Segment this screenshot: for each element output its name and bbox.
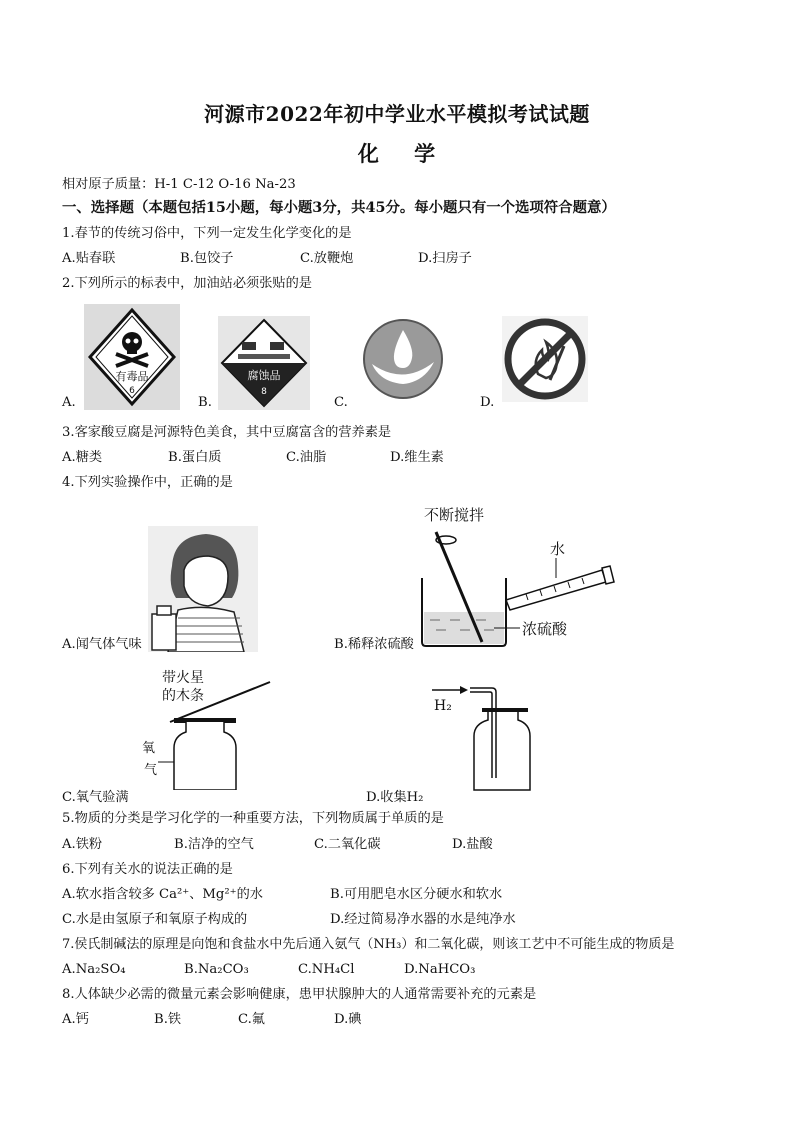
question-8-stem: 8.人体缺少必需的微量元素会影响健康，患甲状腺肿大的人通常需要补充的元素是 (62, 987, 537, 1002)
q5-option-d: D.盐酸 (452, 837, 493, 852)
q2-option-b: B. (198, 395, 212, 410)
q2-option-a: A. (62, 395, 76, 410)
q3-option-a: A.糖类 (62, 450, 103, 465)
q6-option-d: D.经过简易净水器的水是纯净水 (330, 912, 516, 927)
question-4-stem: 4.下列实验操作中，正确的是 (62, 475, 233, 490)
h2-label: H₂ (434, 698, 452, 714)
q4-option-b: B.稀释浓硫酸 (334, 637, 414, 652)
question-1-stem: 1.春节的传统习俗中，下列一定发生化学变化的是 (62, 226, 352, 241)
toxic-sign-text: 有毒品 (115, 370, 149, 383)
q1-option-b: B.包饺子 (180, 251, 234, 266)
q8-option-c: C.氟 (238, 1012, 265, 1027)
q1-option-c: C.放鞭炮 (300, 251, 354, 266)
dilute-acid-figure (416, 502, 616, 648)
corrosive-sign-text: 腐蚀品 (247, 369, 281, 382)
collect-h2-figure (426, 680, 536, 792)
subject-title: 化 学 (357, 141, 437, 166)
smell-gas-figure (148, 526, 258, 652)
q4-option-c: C.氧气验满 (62, 790, 129, 805)
water-sign-figure (362, 318, 444, 400)
corrosive-sign-figure (218, 316, 310, 410)
q1-option-a: A.贴春联 (62, 251, 116, 266)
q4-option-d: D.收集H₂ (366, 790, 424, 805)
question-3-stem: 3.客家酸豆腐是河源特色美食，其中豆腐富含的营养素是 (62, 425, 392, 440)
q7-option-b: B.Na₂CO₃ (184, 962, 249, 977)
q1-option-d: D.扫房子 (418, 251, 472, 266)
water-label: 水 (550, 540, 566, 558)
q8-option-a: A.钙 (62, 1012, 89, 1027)
acid-label: 浓硫酸 (522, 620, 568, 638)
atomic-mass-line: 相对原子质量：H-1 C-12 O-16 Na-23 (62, 177, 296, 192)
q2-option-c: C. (334, 395, 348, 410)
q5-option-a: A.铁粉 (62, 837, 103, 852)
toxic-sign-number: 6 (129, 386, 135, 396)
page-title: 河源市2022年初中学业水平模拟考试试题 (204, 102, 590, 126)
q7-option-c: C.NH₄Cl (298, 962, 355, 977)
q3-option-c: C.油脂 (286, 450, 327, 465)
question-2-stem: 2.下列所示的标表中，加油站必须张贴的是 (62, 276, 312, 291)
q6-option-b: B.可用肥皂水区分硬水和软水 (330, 887, 503, 902)
toxic-sign-figure (84, 304, 180, 410)
no-fire-sign-figure (502, 316, 588, 402)
oxygen-test-figure (134, 664, 274, 790)
gas-label-1: 氧 (142, 741, 156, 756)
question-7-stem: 7.侯氏制碱法的原理是向饱和食盐水中先后通入氨气（NH₃）和二氧化碳，则该工艺中不可能生成的物质是 (62, 937, 675, 952)
q5-option-c: C.二氧化碳 (314, 837, 381, 852)
question-6-stem: 6.下列有关水的说法正确的是 (62, 862, 233, 877)
stir-label: 不断搅拌 (424, 506, 485, 524)
q7-option-d: D.NaHCO₃ (404, 962, 476, 977)
strip-label-1: 带火星 (162, 670, 204, 686)
q6-option-c: C.水是由氢原子和氧原子构成的 (62, 912, 248, 927)
q6-option-a: A.软水指含较多 Ca²⁺、Mg²⁺的水 (62, 887, 263, 902)
corrosive-sign-number: 8 (261, 387, 267, 397)
q3-option-b: B.蛋白质 (168, 450, 222, 465)
strip-label-2: 的木条 (162, 688, 204, 704)
gas-label-2: 气 (144, 763, 158, 778)
q3-option-d: D.维生素 (390, 450, 444, 465)
q7-option-a: A.Na₂SO₄ (62, 962, 126, 977)
q8-option-d: D.碘 (334, 1012, 362, 1027)
q8-option-b: B.铁 (154, 1012, 182, 1027)
section-heading: 一、选择题（本题包括15小题，每小题3分，共45分。每小题只有一个选项符合题意） (62, 199, 616, 216)
q2-option-d: D. (480, 395, 495, 410)
q4-option-a: A.闻气体气味 (62, 637, 142, 652)
question-5-stem: 5.物质的分类是学习化学的一种重要方法，下列物质属于单质的是 (62, 811, 444, 826)
q5-option-b: B.洁净的空气 (174, 837, 254, 852)
